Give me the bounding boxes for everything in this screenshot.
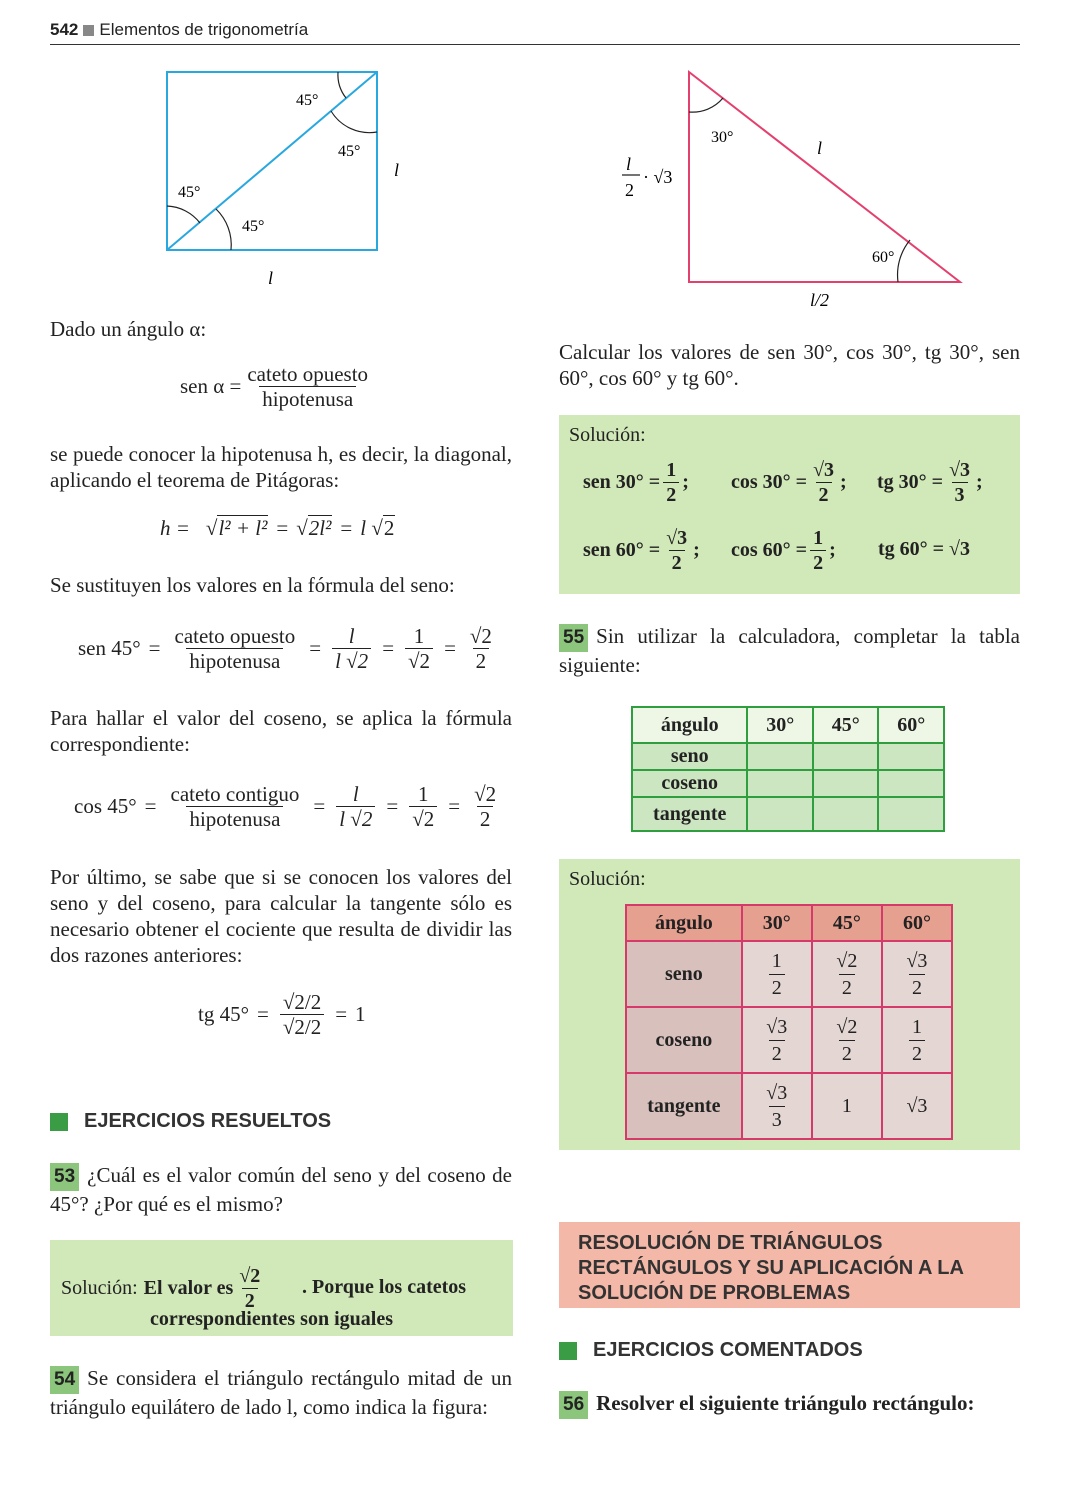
table-55 [631,706,945,832]
formula-num: l [348,624,355,648]
solution-label: Solución: [61,1277,138,1299]
result-cos30 [731,458,847,507]
section-box-title: RESOLUCIÓN DE TRIÁNGULOS RECTÁNGULOS Y SU APLICACIÓN A LA SOLUCIÓN DE PROBLEMAS [578,1232,964,1304]
formula-lhs: cos 45° [74,794,137,818]
formula-num: cateto contiguo [170,782,300,806]
solution-den: 2 [242,1288,258,1313]
exercise-55 [559,623,1020,678]
exercise-text: Se considera el triángulo rectángulo mitad de un triángulo equilátero de lado l, como indica la figura: [50,1366,512,1419]
formula-num: l [352,782,359,806]
angle-label: 45° [178,184,201,201]
formula-den: hipotenusa [186,648,283,673]
result-lhs: cos 60° = [731,539,808,561]
exercise-text: ¿Cuál es el valor común del seno y del coseno de 45°? ¿Por qué es el mismo? [50,1163,512,1216]
exercise-56 [559,1390,1020,1419]
paragraph-pythagoras: se puede conocer la hipotenusa h, es decir, la diagonal, aplicando el teorema de Pitágoras: [50,442,512,492]
intro-text: Dado un ángulo α: [50,317,207,341]
cell-den: 2 [839,1040,855,1067]
formula-rhs: 1 [355,1002,366,1026]
formula-den: hipotenusa [259,386,356,411]
angle-label: 45° [242,218,265,235]
table-cell [742,941,812,1007]
solution-53-box [50,1240,513,1336]
result-den: 2 [669,550,685,575]
solution-55-table [625,904,953,1140]
header-title: Elementos de trigonometría [99,20,309,39]
table-cell-empty[interactable] [747,797,813,831]
exercise-text: Sin utilizar la calculadora, completar la tabla siguiente: [559,624,1020,677]
solution-text-cont: . Porque los catetos correspondientes son iguales [150,1276,467,1330]
formula-lhs: h = [160,516,190,540]
result-end: ; [829,539,836,561]
formula-num: cateto opuesto [174,624,296,648]
formula-lhs: tg 45° [198,1002,249,1026]
table-header: 60° [878,707,944,743]
exercise-54-question: Calcular los valores de sen 30°, cos 30°, tg 30°, sen 60°, cos 60° y tg 60°. [559,340,1020,390]
square-diagonal-figure [160,66,420,296]
angle-label: 45° [338,143,361,160]
cell-den: 2 [909,1040,925,1067]
table-row-label: coseno [626,1007,742,1073]
table-cell-empty[interactable] [813,797,879,831]
table-cell-empty[interactable] [878,797,944,831]
solution-num: √2 [239,1265,261,1287]
cell-num: √3 [766,1015,788,1038]
formula-den: hipotenusa [186,806,283,831]
formula-num: cateto opuesto [247,362,369,386]
cell-den: 2 [839,974,855,1001]
section-title: EJERCICIOS COMENTADOS [593,1339,863,1361]
hypotenuse-label: l [817,138,823,158]
height-label-num: l [626,154,632,174]
formula-den: 2 [477,806,494,831]
cell-num: √3 [766,1081,788,1104]
side-label-bottom: l [268,268,274,288]
result-tg60: tg 60° = √3 [878,538,971,560]
table-header: ángulo [632,707,747,743]
section-title: EJERCICIOS RESUELTOS [84,1110,332,1132]
table-cell: √3 [882,1073,952,1139]
angle-label-top: 30° [711,129,734,146]
section-heading-comentados [559,1339,863,1362]
angle-label-bottom: 60° [872,249,895,266]
formula-den: l √2 [336,806,375,831]
exercise-number: 56 [559,1391,588,1419]
result-den: 2 [810,550,826,575]
formula-tg45: tg 45° = $\frac{√2/2}{√2/2}$ = 1 [198,990,366,1039]
paragraph-cosine: Para hallar el valor del coseno, se aplica la fórmula correspondiente: [50,706,512,756]
formula-den: √2 [405,648,433,673]
table-cell-empty[interactable] [878,743,944,770]
table-header: 45° [812,905,882,941]
paragraph-tangent: Por último, se sabe que si se conocen los valores del seno y del coseno, para calcular la tangente sólo es necesario obtener el cociente que resulta de dividir las dos razones anteriores: [50,865,512,967]
page-header [50,20,308,40]
solution-54-box [559,415,1020,594]
result-sen30 [583,458,689,507]
result-lhs: tg 30° = [877,471,944,493]
formula-num: 1 [413,624,425,648]
table-cell [812,1007,882,1073]
table-row-label: seno [626,941,742,1007]
result-den: 2 [663,482,679,507]
formula-den: √2/2 [280,1014,324,1039]
height-label-den: 2 [625,180,634,200]
result-den: 3 [952,482,968,507]
result-end: ; [976,471,983,493]
solution-label: Solución: [569,424,646,446]
solution-label: Solución: [569,868,646,890]
table-row-label: tangente [632,797,747,831]
result-num: √3 [813,459,835,481]
table-cell-empty[interactable] [747,743,813,770]
cell-den: 2 [769,974,785,1001]
formula-radicand: 2l² [308,516,332,540]
cell-den: 3 [769,1106,785,1133]
exercise-number: 54 [50,1366,79,1394]
formula-num: √2 [474,782,497,806]
table-cell [882,941,952,1007]
cell-num: 1 [771,949,782,972]
cell-den: 2 [909,974,925,1001]
paragraph-substitute: Se sustituyen los valores en la fórmula del seno: [50,573,455,597]
result-num: 1 [813,527,824,549]
result-end: ; [682,471,689,493]
table-cell [882,1007,952,1073]
exercise-number: 55 [559,624,588,652]
cell-den: 2 [769,1040,785,1067]
formula-radicand: l² + l² [218,516,268,540]
cell-num: √3 [906,949,928,972]
formula-num: 1 [417,782,429,806]
table-header: 45° [813,707,879,743]
formula-hypotenuse: h = √l² + l² = √2l² = l √2 [160,516,395,540]
triangle-30-60-figure [610,62,990,317]
result-lhs: sen 60° = [583,539,661,561]
header-rule [50,44,1020,45]
table-row-label: coseno [632,770,747,797]
formula-radicand: 2 [383,516,395,540]
formula-term: l [360,516,367,540]
table-cell-empty[interactable] [813,743,879,770]
table-cell-empty[interactable] [813,770,879,797]
table-cell [812,941,882,1007]
header-square-icon [83,25,94,36]
section-heading-resueltos [50,1110,331,1133]
exercise-53 [50,1162,512,1217]
page-number: 542 [50,20,79,39]
table-cell: 1 [812,1073,882,1139]
formula-num: √2/2 [282,990,322,1014]
formula-lhs: sen 45° [78,636,141,660]
height-label-mult: · √3 [643,167,673,187]
section-square-icon [50,1113,68,1131]
table-cell [742,1007,812,1073]
formula-sen-alpha [180,362,374,411]
result-end: ; [840,471,847,493]
result-num: √3 [949,459,971,481]
section-box-resolucion [559,1222,1020,1308]
result-lhs: sen 30° = [583,471,661,493]
table-header: 30° [742,905,812,941]
table-header: 30° [747,707,813,743]
result-cos60 [731,526,836,575]
result-lhs: cos 30° = [731,471,808,493]
result-den: 2 [816,482,832,507]
exercise-54 [50,1365,512,1420]
formula-den: √2 [409,806,437,831]
formula-sen45: sen 45° = $\frac{\text{cateto opuesto}}{\text{hipotenusa}}$ = $\frac{l}{l √2}$ = $\frac{1}{√2}$ = $\frac{√2}{2}$ [78,624,498,673]
table-cell-empty[interactable] [747,770,813,797]
table-row-label: seno [632,743,747,770]
result-tg30 [877,458,983,507]
formula-cos45: cos 45° = $\frac{\text{cateto contiguo}}{\text{hipotenusa}}$ = $\frac{l}{l √2}$ = $\frac{1}{√2}$ = $\frac{√2}{2}$ [74,782,502,831]
exercise-text: Resolver el siguiente triángulo rectángulo: [596,1391,975,1415]
result-num: 1 [666,459,677,481]
result-end: ; [693,539,700,561]
result-num: √3 [666,527,688,549]
cell-num: √2 [836,1015,858,1038]
section-square-icon [559,1342,577,1360]
table-row-label: tangente [626,1073,742,1139]
table-header: ángulo [626,905,742,941]
table-cell-empty[interactable] [878,770,944,797]
table-header: 60° [882,905,952,941]
formula-den: 2 [473,648,490,673]
angle-label: 45° [296,92,319,109]
result-sen60 [583,526,700,575]
formula-lhs: sen α = [180,374,242,398]
exercise-number: 53 [50,1163,79,1191]
base-label: l/2 [810,290,830,310]
table-cell [742,1073,812,1139]
solution-text: El valor es [143,1277,234,1299]
cell-num: √2 [836,949,858,972]
formula-num: √2 [469,624,492,648]
cell-num: 1 [911,1015,922,1038]
side-label-right: l [394,160,400,180]
formula-den: l √2 [332,648,371,673]
